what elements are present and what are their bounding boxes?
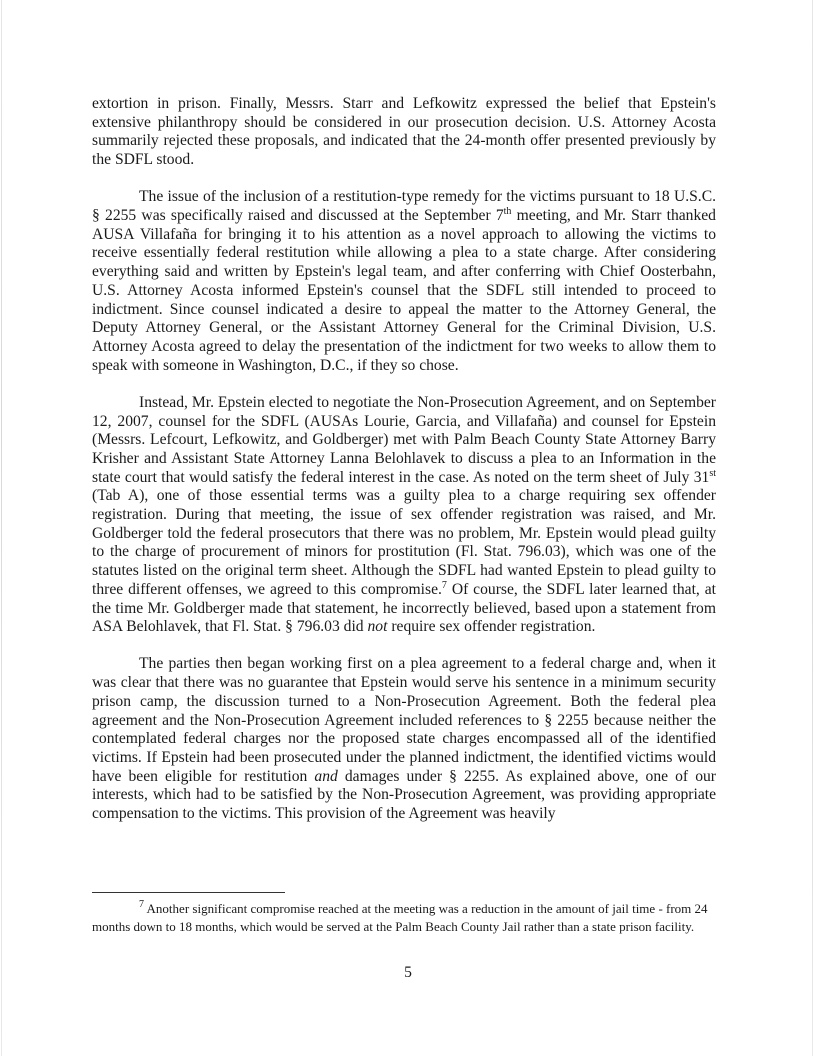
italic-text: and: [314, 767, 338, 785]
page-edge-right: [812, 0, 813, 1056]
italic-text: not: [367, 618, 388, 636]
superscript: th: [503, 206, 512, 218]
page-number: 5: [404, 964, 412, 981]
paragraph-4: [92, 655, 716, 823]
text-run: (Tab A), one of those essential terms was a guilty plea to a charge requiring sex offender registration. During that meeting, the issue of sex offender registration was raised, and Mr. Goldberger told the federal prosecutors that there was no problem, Mr. Epstein would plead guilty to the charge of procurement of minors for prostitution (Fl. Stat. 796.03), which was one of the statutes listed on the original term sheet. Although the SDFL had wanted Epstein to plead guilty to three different offenses, we agreed to this compromise.: [92, 487, 716, 598]
footnote-text: Another significant compromise reached at the meeting was a reduction in the amount of jail time - from 24 months down to 18 months, which would be served at the Palm Beach County Jail rather than a state prison facility.: [92, 901, 708, 934]
footnote-marker: 7: [139, 899, 144, 910]
paragraph-1: [92, 95, 716, 170]
text-run: The parties then began working first on a plea agreement to a federal charge and, when it was clear that there was no guarantee that Epstein would serve his sentence in a minimum security prison camp, the discussion turned to a Non-Prosecution Agreement. Both the federal plea agreement and the Non-Prosecution Agreement included references to § 2255 because neither the contemplated federal charges nor the proposed state charges encompassed all of the identified victims. If Epstein had been prosecuted under the planned indictment, the identified victims would have been eligible for restitution: [92, 655, 716, 785]
text-run: Of course, the SDFL later learned that, at the time Mr. Goldberger made that statement, he incorrectly believed, based upon a statement from ASA Belohlavek, that Fl. Stat. § 796.03 did: [92, 580, 716, 636]
text-run: meeting, and Mr. Starr thanked AUSA Villafaña for bringing it to his attention as a novel approach to allowing the victims to receive essentially federal restitution while allowing a plea to a state charge. After considering everything said and written by Epstein's legal team, and after conferring with Chief Oosterbahn, U.S. Attorney Acosta informed Epstein's counsel that the SDFL still intended to proceed to indictment. Since counsel indicated a desire to appeal the matter to the Attorney General, the Deputy Attorney General, or the Assistant Attorney General for the Criminal Division, U.S. Attorney Acosta agreed to delay the presentation of the indictment for two weeks to allow them to speak with someone in Washington, D.C., if they so chose.: [92, 207, 716, 374]
document-body: [92, 95, 716, 842]
text-run: extortion in prison. Finally, Messrs. Starr and Lefkowitz expressed the belief that Epstein's extensive philanthropy should be considered in our prosecution decision. U.S. Attorney Acosta summarily rejected these proposals, and indicated that the 24-month offer presented previously by the SDFL stood.: [92, 95, 716, 169]
page-edge-left: [1, 0, 2, 1056]
text-run: Instead, Mr. Epstein elected to negotiate the Non-Prosecution Agreement, and on September 12, 2007, counsel for the SDFL (AUSAs Lourie, Garcia, and Villafaña) and counsel for Epstein (Messrs. Lefcourt, Lefkowitz, and Goldberger) met with Palm Beach County State Attorney Barry Krisher and Assistant State Attorney Lanna Belohlavek to discuss a plea to an Information in the state court that would satisfy the federal interest in the case. As noted on the term sheet of July 31: [92, 393, 716, 486]
text-run: The issue of the inclusion of a restitution-type remedy for the victims pursuant to 18 U.S.C. § 2255 was specifically raised and discussed at the September 7: [92, 188, 716, 225]
footnote-separator: [92, 892, 285, 893]
paragraph-2: [92, 188, 716, 375]
text-run: damages under § 2255. As explained above, one of our interests, which had to be satisfied by the Non-Prosecution Agreement, was providing appropriate compensation to the victims. This provision of the Agreement was heavily: [92, 767, 716, 823]
superscript: 7: [441, 579, 447, 591]
footnote: [92, 900, 716, 936]
text-run: require sex offender registration.: [387, 618, 596, 636]
paragraph-3: [92, 394, 716, 637]
superscript: st: [709, 467, 716, 479]
